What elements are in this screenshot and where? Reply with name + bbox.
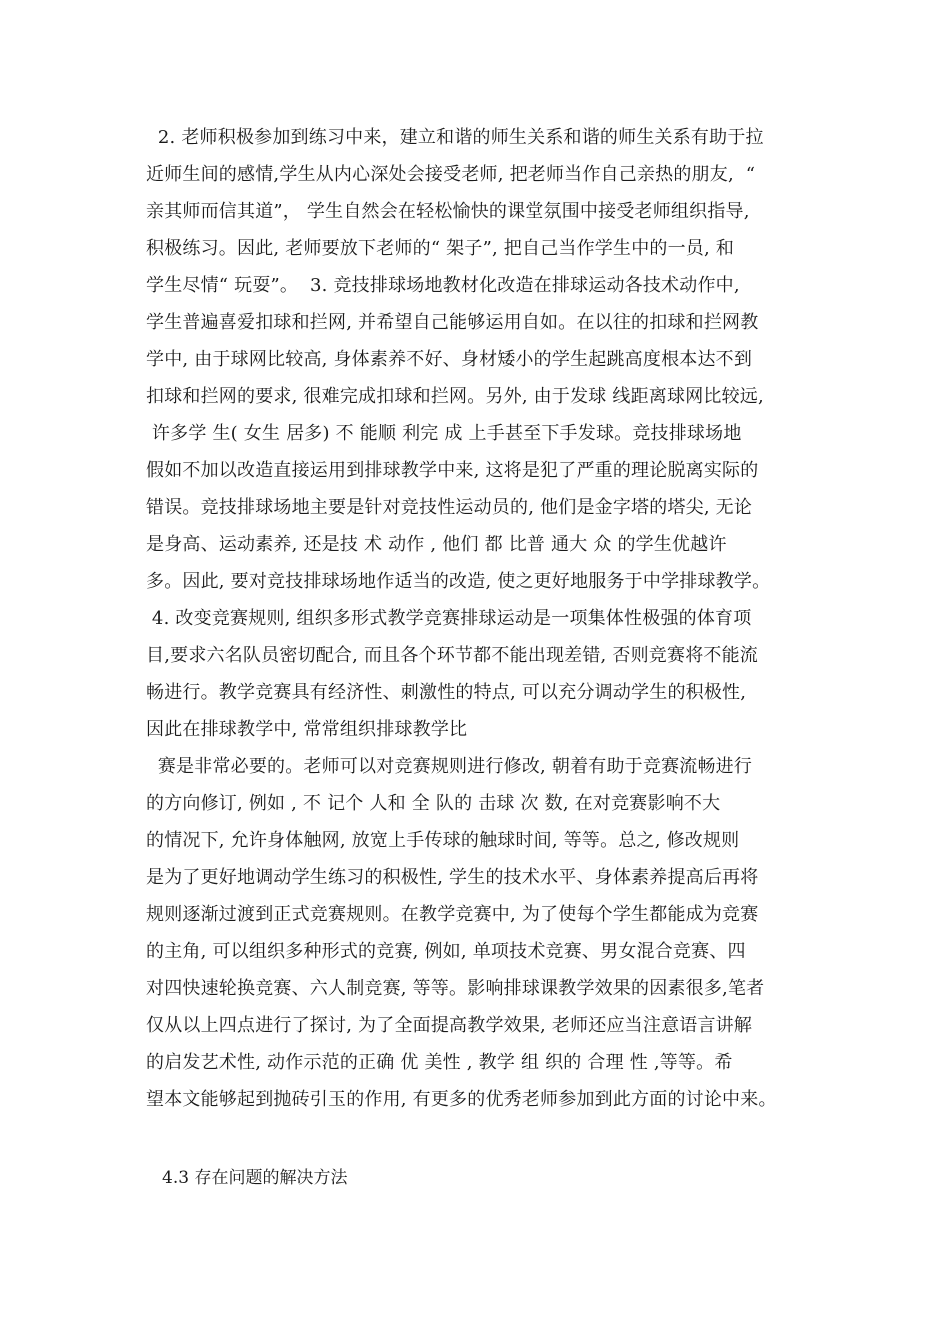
body-line: 的情况下, 允许身体触网, 放宽上手传球的触球时间, 等等。总之, 修改规则 xyxy=(146,830,740,851)
body-line: 望本文能够起到抛砖引玉的作用, 有更多的优秀老师参加到此方面的讨论中来。 xyxy=(146,1089,777,1110)
body-line: 学生尽情“ 玩耍”。 3. 竞技排球场地教材化改造在排球运动各技术动作中, xyxy=(146,275,740,296)
body-line: 学生普遍喜爱扣球和拦网, 并希望自己能够运用自如。在以往的扣球和拦网教 xyxy=(146,312,759,333)
body-line: 假如不加以改造直接运用到排球教学中来, 这将是犯了严重的理论脱离实际的 xyxy=(146,460,759,481)
body-line: 学中, 由于球网比较高, 身体素养不好、身材矮小的学生起跳高度根本达不到 xyxy=(146,349,753,370)
body-line: 是为了更好地调动学生练习的积极性, 学生的技术水平、身体素养提高后再将 xyxy=(146,867,759,888)
body-line: 目,要求六名队员密切配合, 而且各个环节都不能出现差错, 否则竞赛将不能流 xyxy=(146,645,759,666)
body-line: 因此在排球教学中, 常常组织排球教学比 xyxy=(146,719,468,740)
body-line: 仅从以上四点进行了探讨, 为了全面提高教学效果, 老师还应当注意语言讲解 xyxy=(146,1015,753,1036)
body-line: 的启发艺术性, 动作示范的正确 优 美性 , 教学 组 织的 合理 性 ,等等。希 xyxy=(146,1052,733,1073)
body-line: 扣球和拦网的要求, 很难完成扣球和拦网。另外, 由于发球 线距离球网比较远, xyxy=(146,386,764,407)
body-line: 的方向修订, 例如 , 不 记个 人和 全 队的 击球 次 数, 在对竞赛影响不大 xyxy=(146,793,721,814)
body-line: 积极练习。因此, 老师要放下老师的“ 架子”, 把自己当作学生中的一员, 和 xyxy=(146,238,735,259)
body-line: 错误。竞技排球场地主要是针对竞技性运动员的, 他们是金字塔的塔尖, 无论 xyxy=(146,497,753,518)
body-line: 亲其师而信其道”， 学生自然会在轻松愉快的课堂氛围中接受老师组织指导, xyxy=(146,201,750,222)
body-line: 是身高、运动素养, 还是技 术 动作 , 他们 都 比普 通大 众 的学生优越许 xyxy=(146,534,727,555)
body-line: 的主角, 可以组织多种形式的竞赛, 例如, 单项技术竞赛、男女混合竞赛、四 xyxy=(146,941,746,962)
body-line: 畅进行。教学竞赛具有经济性、刺激性的特点, 可以充分调动学生的积极性, xyxy=(146,682,747,703)
body-line: 许多学 生( 女生 居多) 不 能顺 利完 成 上手甚至下手发球。竞技排球场地 xyxy=(146,423,742,444)
body-line: 赛是非常必要的。老师可以对竞赛规则进行修改, 朝着有助于竞赛流畅进行 xyxy=(146,756,753,777)
section-heading: 4.3 存在问题的解决方法 xyxy=(162,1168,348,1188)
body-line: 对四快速轮换竞赛、六人制竞赛, 等等。影响排球课教学效果的因素很多,笔者 xyxy=(146,978,765,999)
body-line: 近师生间的感情,学生从内心深处会接受老师, 把老师当作自己亲热的朋友, “ xyxy=(146,164,756,185)
body-line: 规则逐渐过渡到正式竞赛规则。在教学竞赛中, 为了使每个学生都能成为竞赛 xyxy=(146,904,759,925)
body-line: 2. 老师积极参加到练习中来，建立和谐的师生关系和谐的师生关系有助于拉 xyxy=(146,127,764,148)
body-line: 多。因此, 要对竞技排球场地作适当的改造, 使之更好地服务于中学排球教学。 xyxy=(146,571,771,592)
body-line: 4. 改变竞赛规则, 组织多形式教学竞赛排球运动是一项集体性极强的体育项 xyxy=(146,608,752,629)
